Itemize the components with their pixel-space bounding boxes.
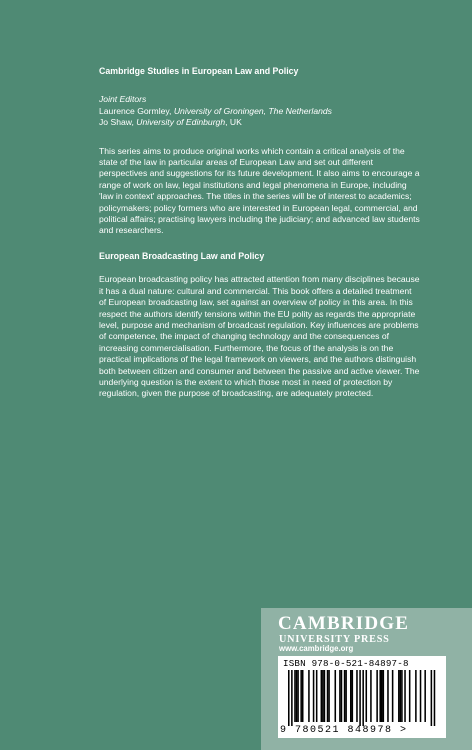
barcode-bar bbox=[409, 670, 411, 722]
publisher-name: CAMBRIDGE bbox=[278, 613, 410, 634]
book-title: European Broadcasting Law and Policy bbox=[99, 250, 265, 261]
barcode-bar bbox=[321, 670, 323, 722]
editor-name: Laurence Gormley, bbox=[99, 105, 172, 116]
barcode-bar bbox=[404, 670, 406, 722]
series-description: This series aims to produce original works which contain a critical analysis of the state of the law in particular areas of European Law and set out different perspectives and suggestions for its future development. It also aims to encourage a range of work on law, legal institutions and legal phenomena in Europe, including 'law in context' approaches. The titles in the series will be of interest to academics; policymakers; policy formers who are interested in European legal, commercial, and political affairs; practising lawyers including the judiciary; and advanced law students and researchers. bbox=[99, 145, 420, 236]
barcode-panel bbox=[278, 656, 446, 738]
barcode-bar bbox=[294, 670, 296, 722]
barcode-bar bbox=[381, 670, 383, 722]
joint-editors bbox=[99, 94, 421, 128]
barcode-bar bbox=[339, 670, 341, 722]
barcode-bar bbox=[341, 670, 343, 722]
barcode-bar bbox=[308, 670, 310, 722]
publisher-url: www.cambridge.org bbox=[279, 644, 354, 653]
barcode-bar bbox=[401, 670, 403, 722]
barcode-bar bbox=[291, 670, 293, 726]
barcode-bar bbox=[356, 670, 358, 722]
joint-editors-label: Joint Editors bbox=[99, 94, 147, 105]
barcode-bar bbox=[370, 670, 372, 722]
editor-country: , UK bbox=[225, 117, 242, 128]
barcode-bar bbox=[376, 670, 378, 722]
editor-laurence-gormley bbox=[99, 106, 421, 117]
barcode-bar bbox=[352, 670, 354, 722]
barcode-bar bbox=[313, 670, 315, 722]
barcode-bar bbox=[302, 670, 304, 722]
editor-jo-shaw bbox=[99, 117, 421, 128]
cambridge-logo bbox=[278, 614, 458, 646]
barcode-bar bbox=[359, 670, 361, 726]
barcode-bar bbox=[327, 670, 329, 722]
barcode-bar bbox=[400, 670, 402, 722]
barcode-bar bbox=[335, 670, 337, 722]
barcode-bar bbox=[296, 670, 298, 722]
barcode-bar bbox=[344, 670, 346, 722]
barcode-bar bbox=[387, 670, 389, 722]
barcode-bar bbox=[431, 670, 433, 726]
barcode-bar bbox=[383, 670, 385, 722]
barcode-bar bbox=[350, 670, 352, 722]
barcode-bar bbox=[324, 670, 326, 722]
barcode-bar bbox=[362, 670, 364, 726]
series-title: Cambridge Studies in European Law and Policy bbox=[99, 66, 299, 76]
barcode-bar bbox=[288, 670, 290, 726]
barcode-bar bbox=[322, 670, 324, 722]
barcode-bar bbox=[379, 670, 381, 722]
barcode-bar bbox=[424, 670, 426, 722]
book-blurb: European broadcasting policy has attracted attention from many disciplines because it has a dual nature: cultural and commercial. This book offers a detailed treatment of European broadcasting law, set against an overview of policy in this area. In this respect the authors identify tensions within the EU polity as regards the appropriate level, purpose and mechanism of broadcast regulation. Key influences are problems of competence, the impact of changing technology and the consequences of increasing commercialisation. Furthermore, the focus of the analysis is on the practical implications of the legal framework on viewers, and the authors distinguish both between citizen and consumer and between the passive and active viewer. The underlying question is the extent to which those most in need of protection by regulation, given the purpose of broadcasting, are adequately protected. bbox=[99, 274, 420, 399]
editor-affiliation: University of Groningen, The Netherlands bbox=[173, 105, 332, 116]
publisher-press: UNIVERSITY PRESS bbox=[279, 634, 390, 645]
editor-name: Jo Shaw, bbox=[99, 117, 134, 128]
barcode-bar bbox=[420, 670, 422, 722]
barcode-bar bbox=[345, 670, 347, 722]
barcode-bar bbox=[398, 670, 400, 722]
barcode-bar bbox=[392, 670, 394, 722]
barcode-bar bbox=[415, 670, 417, 722]
barcode-bar bbox=[300, 670, 302, 722]
cover-text bbox=[99, 66, 421, 414]
barcode-bar bbox=[366, 670, 368, 722]
isbn-label: ISBN 978-0-521-84897-8 bbox=[283, 658, 409, 669]
barcode-digits: 9 780521 848978 > bbox=[280, 725, 408, 736]
barcode-bar bbox=[297, 670, 299, 722]
barcode-bar bbox=[316, 670, 318, 722]
barcode-bar bbox=[434, 670, 436, 726]
barcode-bar bbox=[328, 670, 330, 722]
editor-affiliation: University of Edinburgh bbox=[136, 117, 226, 128]
barcode-image bbox=[282, 670, 442, 726]
